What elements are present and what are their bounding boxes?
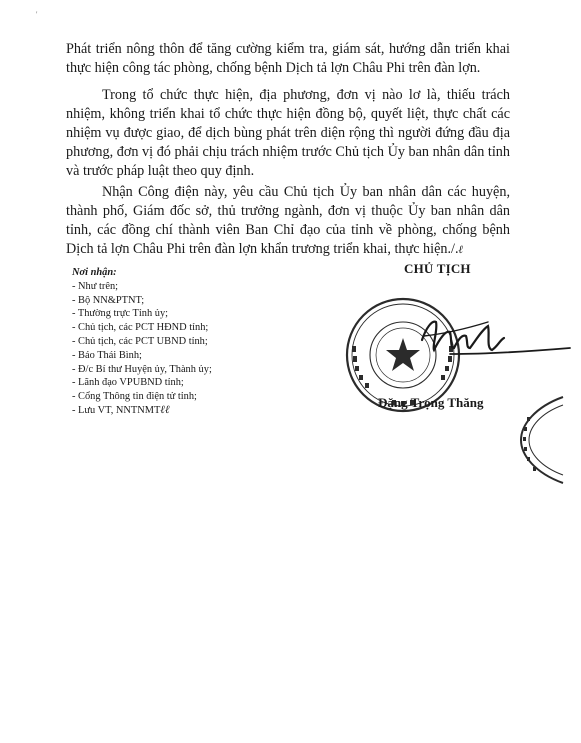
paragraph-1-text: Phát triển nông thôn để tăng cường kiểm tra, giám sát, hướng dẫn triển khai thực hiện công tác phòng, chống bệnh Dịch tả lợn Châu Phi trên đàn lợn. xyxy=(66,41,510,76)
signer-name: Đặng Trọng Thăng xyxy=(378,395,484,410)
body-paragraph-2 xyxy=(66,86,510,181)
recipients-heading: Nơi nhận: xyxy=(72,267,117,278)
recipient-item: - Như trên; xyxy=(72,280,119,292)
initial-mark: ℓℓ xyxy=(160,403,170,416)
recipient-item: - Lãnh đạo VPUBND tỉnh; xyxy=(72,377,184,389)
recipients-list xyxy=(72,266,292,418)
recipient-item-text: - Lưu VT, NNTNMT xyxy=(72,404,161,416)
body-paragraph-1 xyxy=(66,40,510,78)
signer-title: CHỦ TỊCH xyxy=(404,261,471,276)
recipient-item: - Đ/c Bí thư Huyện ủy, Thành ủy; xyxy=(72,363,212,375)
recipient-item: - Bộ NN&PTNT; xyxy=(72,294,145,306)
scan-mark: ' xyxy=(36,10,38,19)
paragraph-2-text: Trong tổ chức thực hiện, địa phương, đơn vị nào lơ là, thiếu trách nhiệm, không triển khai tổ chức thực hiện đồng bộ, quyết liệt, thực chất các nhiệm vụ được giao, để dịch bùng phát trên diện rộng thì người đứng đầu địa phương, đơn vị đó phải chịu trách nhiệm trước Chủ tịch Ủy ban nhân dân tỉnh và trước pháp luật theo quy định. xyxy=(66,87,510,179)
recipients-items xyxy=(72,280,292,418)
initial-mark: ℓ xyxy=(458,244,464,256)
recipient-item: - Chủ tịch, các PCT UBND tỉnh; xyxy=(72,335,208,347)
handwritten-signature-icon xyxy=(392,300,572,390)
recipient-item: - Cổng Thông tin điện tử tỉnh; xyxy=(72,391,197,403)
paragraph-3-text: Nhận Công điện này, yêu cầu Chủ tịch Ủy ban nhân dân các huyện, thành phố, Giám đốc sở, thủ trưởng ngành, đơn vị thuộc Ủy ban nhân dân tỉnh, các đồng chí thành viên Ban Chỉ đạo của tỉnh về phòng, chống bệnh Dịch tả lợn Châu Phi trên đàn lợn khẩn trương triển khai, thực hiện./. xyxy=(66,184,510,257)
recipient-item: - Thường trực Tỉnh ủy; xyxy=(72,308,169,320)
recipient-item: - Báo Thái Bình; xyxy=(72,349,142,361)
recipient-item xyxy=(72,404,292,418)
body-paragraph-3 xyxy=(66,183,510,260)
recipient-item: - Chủ tịch, các PCT HĐND tỉnh; xyxy=(72,322,209,334)
page-edge-seal-icon xyxy=(515,395,565,485)
